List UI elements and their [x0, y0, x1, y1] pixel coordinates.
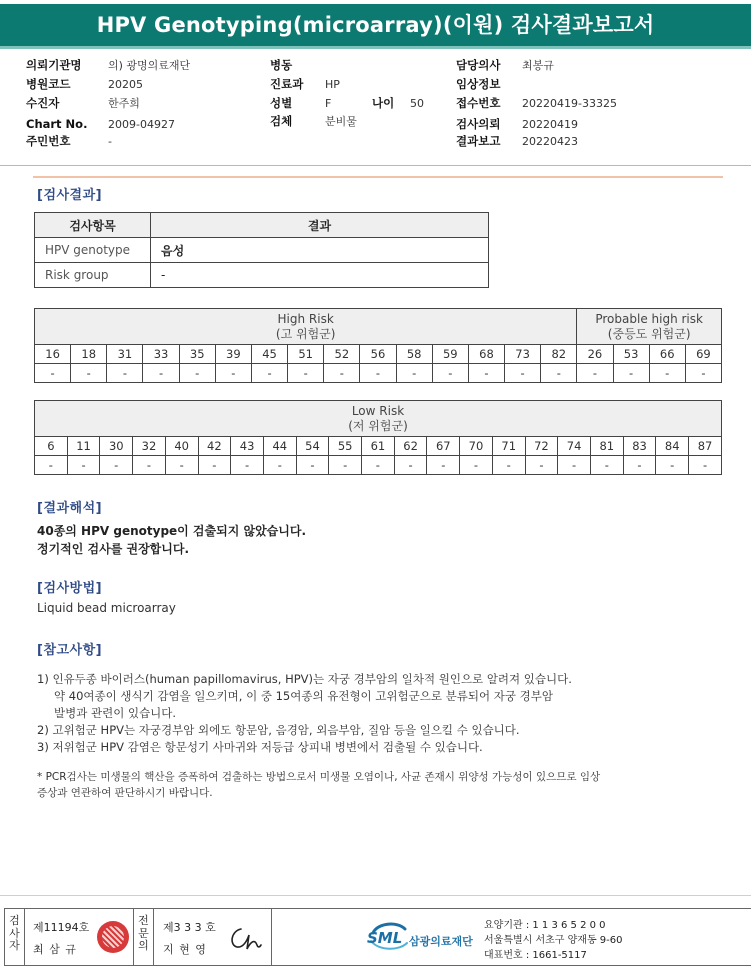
hpv-result-cell: -: [613, 364, 649, 383]
org-address: 서울특별시 서초구 양재동 9-60: [484, 935, 623, 946]
specialist-name: 지 현 영: [163, 943, 207, 956]
accent-divider: [33, 176, 723, 178]
footer-divider: [0, 895, 751, 896]
hpv-type-cell: 54: [296, 437, 329, 456]
resident-no-label: 주민번호: [26, 134, 71, 148]
note-line: 증상과 연관하여 판단하시기 바랍니다.: [37, 787, 213, 799]
department-value: HP: [325, 78, 340, 91]
probable-risk-label: Probable high risk: [595, 311, 703, 326]
age-value: 50: [410, 97, 424, 110]
examiner-seal-icon: [97, 921, 129, 953]
hpv-type-cell: 69: [685, 345, 721, 364]
probable-risk-sublabel: (중등도 위험군): [607, 326, 691, 341]
hpv-result-cell: -: [67, 456, 100, 475]
hpv-result-cell: -: [143, 364, 179, 383]
hpv-type-cell: 11: [67, 437, 100, 456]
hospital-code-label: 병원코드: [26, 77, 71, 91]
hpv-type-cell: 81: [590, 437, 623, 456]
hpv-type-cell: 35: [179, 345, 215, 364]
hpv-type-cell: 83: [623, 437, 656, 456]
hpv-result-cell: -: [329, 456, 362, 475]
low-risk-group-header: [35, 401, 722, 437]
hpv-result-cell: -: [541, 364, 577, 383]
hpv-type-cell: 68: [468, 345, 504, 364]
low-risk-type-row: [35, 437, 722, 456]
hpv-result-cell: -: [100, 456, 133, 475]
hpv-type-cell: 59: [432, 345, 468, 364]
hpv-result-cell: -: [360, 364, 396, 383]
interpretation-line: 40종의 HPV genotype이 검출되지 않았습니다.: [37, 524, 307, 538]
signature-icon: [227, 923, 263, 953]
reference-item: 발병과 관련이 있습니다.: [54, 706, 177, 720]
hpv-type-cell: 44: [263, 437, 296, 456]
hpv-type-cell: 82: [541, 345, 577, 364]
hpv-result-cell: -: [362, 456, 395, 475]
hpv-result-cell: -: [288, 364, 324, 383]
request-date-value: 20220419: [522, 118, 578, 131]
hpv-type-cell: 70: [460, 437, 493, 456]
hpv-result-cell: -: [685, 364, 721, 383]
high-risk-sublabel: (고 위험군): [275, 326, 336, 341]
hpv-type-cell: 53: [613, 345, 649, 364]
result-item: HPV genotype: [35, 238, 151, 263]
hpv-result-cell: -: [215, 364, 251, 383]
hpv-type-cell: 87: [689, 437, 722, 456]
hpv-type-cell: 43: [231, 437, 264, 456]
hpv-type-cell: 71: [492, 437, 525, 456]
doctor-label: 담당의사: [456, 58, 501, 72]
hpv-result-cell: -: [505, 364, 541, 383]
hpv-type-cell: 74: [558, 437, 591, 456]
interpretation-text: [37, 522, 306, 558]
hpv-type-cell: 67: [427, 437, 460, 456]
hpv-type-cell: 33: [143, 345, 179, 364]
hpv-result-cell: -: [427, 456, 460, 475]
signature-footer: [4, 908, 751, 966]
result-table-header-item: 검사항목: [35, 213, 151, 238]
sml-logo-text: SML: [367, 929, 403, 947]
hpv-type-cell: 45: [251, 345, 287, 364]
hpv-result-cell: -: [35, 364, 71, 383]
hpv-type-cell: 66: [649, 345, 685, 364]
hpv-type-cell: 84: [656, 437, 689, 456]
result-item: Risk group: [35, 263, 151, 288]
resident-no-value: -: [108, 135, 112, 148]
low-risk-grid: [34, 400, 722, 475]
specialist-vertical-label: 전문의: [134, 909, 154, 965]
method-section-title: [검사방법]: [37, 581, 103, 596]
collector-value: 한주희: [108, 97, 140, 110]
header-divider: [0, 165, 751, 166]
hpv-result-cell: -: [71, 364, 107, 383]
chart-no-value: 2009-04927: [108, 118, 175, 131]
hpv-result-cell: -: [133, 456, 166, 475]
reference-item: 1) 인유두종 바이러스(human papillomavirus, HPV)는 자궁 경부암의 일차적 원인으로 알려져 있습니다.: [37, 672, 572, 686]
references-list: [37, 671, 572, 756]
results-section-title: [검사결과]: [37, 188, 103, 203]
hpv-result-cell: -: [492, 456, 525, 475]
hpv-type-cell: 73: [505, 345, 541, 364]
pcr-note: [37, 769, 600, 801]
institution-label: 의뢰기관명: [26, 58, 82, 72]
chart-no-label: Chart No.: [26, 117, 88, 131]
high-risk-grid: [34, 308, 722, 383]
footer-cell-divider: [271, 909, 272, 965]
hpv-result-cell: -: [468, 364, 504, 383]
table-row: [35, 238, 489, 263]
age-label: 나이: [372, 96, 395, 110]
hpv-result-cell: -: [263, 456, 296, 475]
hpv-result-cell: -: [107, 364, 143, 383]
hpv-result-cell: -: [649, 364, 685, 383]
reference-item: 3) 저위험군 HPV 감염은 항문성기 사마귀와 저등급 상피내 병변에서 검출될 수 있습니다.: [37, 740, 483, 754]
hpv-type-cell: 18: [71, 345, 107, 364]
hpv-type-cell: 6: [35, 437, 68, 456]
hpv-result-cell: -: [460, 456, 493, 475]
hpv-result-cell: -: [296, 456, 329, 475]
hpv-result-cell: -: [231, 456, 264, 475]
table-row: [35, 263, 489, 288]
ward-label: 병동: [270, 58, 293, 72]
hpv-result-cell: -: [623, 456, 656, 475]
hpv-type-cell: 32: [133, 437, 166, 456]
specimen-label: 검체: [270, 114, 293, 128]
hpv-result-cell: -: [324, 364, 360, 383]
hpv-result-cell: -: [394, 456, 427, 475]
examiner-license: 제11194호: [33, 921, 90, 934]
examiner-name: 최 삼 규: [33, 943, 77, 956]
org-name: 삼광의료재단: [409, 935, 473, 948]
org-phone: 대표번호 : 1661-5117: [484, 950, 587, 961]
hpv-type-cell: 40: [165, 437, 198, 456]
result-value: -: [151, 263, 489, 288]
reference-item: 2) 고위험군 HPV는 자궁경부암 외에도 항문암, 음경암, 외음부암, 질암 등을 일으킬 수 있습니다.: [37, 723, 520, 737]
high-risk-result-row: [35, 364, 722, 383]
interpretation-line: 정기적인 검사를 권장합니다.: [37, 542, 190, 556]
result-value: 음성: [151, 238, 489, 263]
receipt-no-value: 20220419-33325: [522, 97, 617, 110]
hpv-result-cell: -: [165, 456, 198, 475]
result-table: [34, 212, 489, 288]
specialist-license: 제3 3 3 호: [163, 921, 216, 934]
hpv-result-cell: -: [689, 456, 722, 475]
hpv-result-cell: -: [251, 364, 287, 383]
hpv-type-cell: 30: [100, 437, 133, 456]
hpv-type-cell: 26: [577, 345, 613, 364]
hpv-type-cell: 42: [198, 437, 231, 456]
receipt-no-label: 접수번호: [456, 96, 501, 110]
note-line: * PCR검사는 미생물의 핵산을 증폭하여 검출하는 방법으로서 미생물 오염이나, 사균 존재시 위양성 가능성이 있으므로 임상: [37, 771, 601, 783]
low-risk-result-row: [35, 456, 722, 475]
interpretation-section-title: [결과해석]: [37, 501, 103, 516]
hpv-result-cell: -: [590, 456, 623, 475]
institution-value: 의) 광명의료재단: [108, 59, 191, 72]
hpv-result-cell: -: [558, 456, 591, 475]
report-date-label: 결과보고: [456, 134, 501, 148]
hpv-result-cell: -: [656, 456, 689, 475]
high-risk-label: High Risk: [277, 311, 334, 326]
hpv-type-cell: 55: [329, 437, 362, 456]
high-risk-group-header: [35, 309, 577, 345]
high-risk-type-row: [35, 345, 722, 364]
hpv-result-cell: -: [179, 364, 215, 383]
request-date-label: 검사의뢰: [456, 117, 501, 131]
report-title: HPV Genotyping(microarray)(이원) 검사결과보고서: [0, 4, 751, 46]
specimen-value: 분비물: [325, 115, 357, 128]
hpv-type-cell: 51: [288, 345, 324, 364]
org-code: 요양기관 : 1 1 3 6 5 2 0 0: [484, 920, 606, 931]
hpv-type-cell: 72: [525, 437, 558, 456]
org-info: [484, 918, 623, 963]
hpv-type-cell: 62: [394, 437, 427, 456]
hpv-type-cell: 52: [324, 345, 360, 364]
collector-label: 수진자: [26, 96, 60, 110]
low-risk-label: Low Risk: [351, 403, 405, 418]
result-table-header-result: 결과: [151, 213, 489, 238]
hpv-result-cell: -: [525, 456, 558, 475]
hpv-type-cell: 58: [396, 345, 432, 364]
hpv-result-cell: -: [35, 456, 68, 475]
report-date-value: 20220423: [522, 135, 578, 148]
sex-value: F: [325, 97, 332, 110]
hpv-type-cell: 31: [107, 345, 143, 364]
hpv-type-cell: 61: [362, 437, 395, 456]
hpv-result-cell: -: [577, 364, 613, 383]
hpv-type-cell: 56: [360, 345, 396, 364]
reference-item: 약 40여종이 생식기 감염을 일으키며, 이 중 15여종의 유전형이 고위험군으로 분류되어 자궁 경부암: [54, 689, 553, 703]
examiner-vertical-label: 검사자: [5, 909, 25, 965]
probable-risk-group-header: [577, 309, 722, 345]
low-risk-sublabel: (저 위험군): [348, 418, 408, 433]
hpv-result-cell: -: [198, 456, 231, 475]
method-text: Liquid bead microarray: [37, 601, 176, 615]
doctor-value: 최봉규: [522, 59, 554, 72]
references-section-title: [참고사항]: [37, 643, 103, 658]
sex-label: 성별: [270, 96, 293, 110]
hospital-code-value: 20205: [108, 78, 143, 91]
department-label: 진료과: [270, 77, 304, 91]
hpv-type-cell: 16: [35, 345, 71, 364]
hpv-type-cell: 39: [215, 345, 251, 364]
hpv-result-cell: -: [432, 364, 468, 383]
clinical-info-label: 임상정보: [456, 77, 501, 91]
hpv-result-cell: -: [396, 364, 432, 383]
title-strip: [0, 46, 751, 49]
